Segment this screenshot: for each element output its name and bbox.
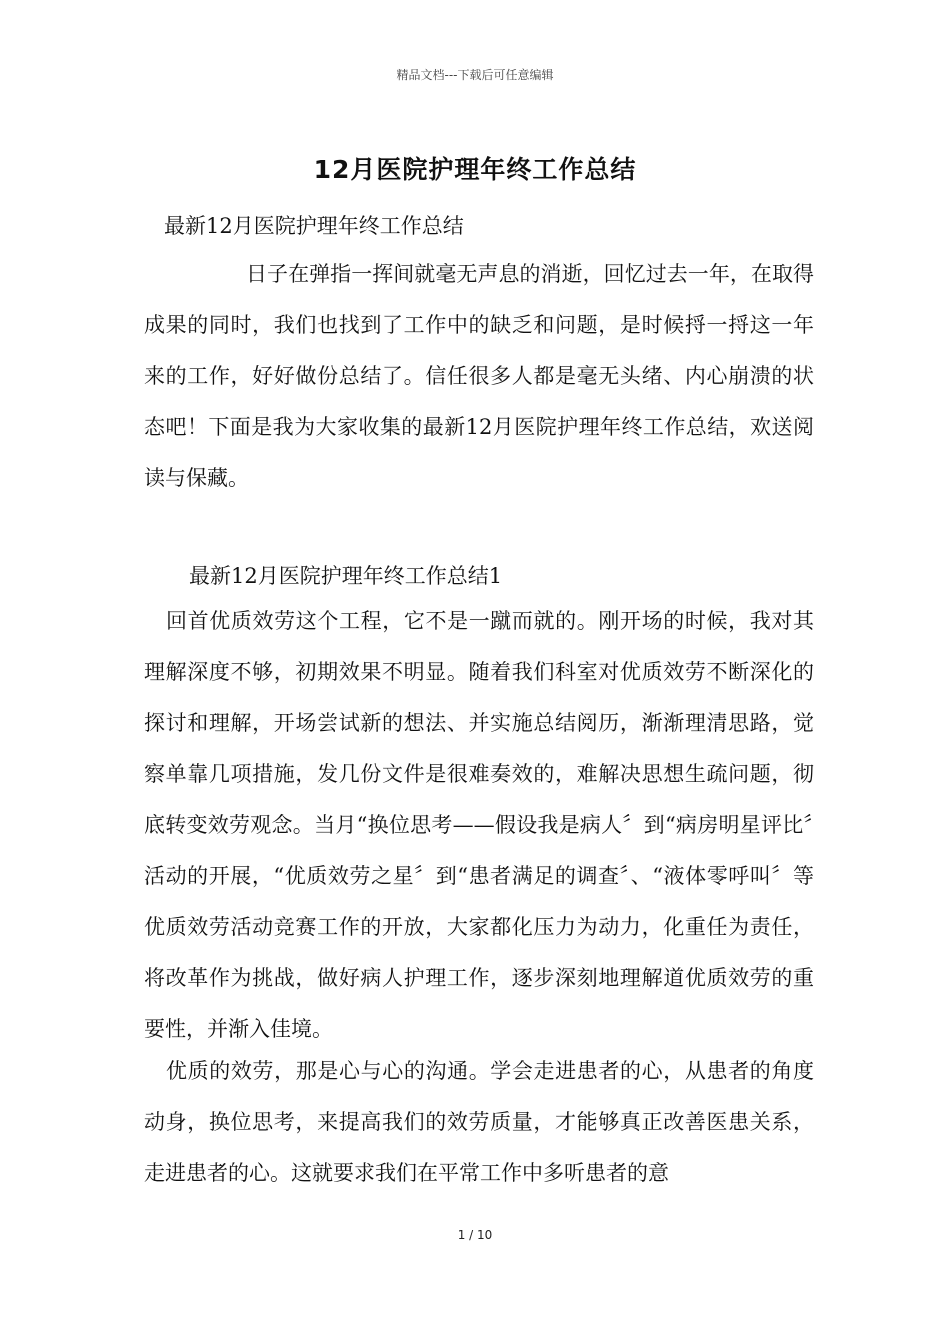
section-heading: 最新12月医院护理年终工作总结1 bbox=[189, 564, 503, 588]
section-paragraph-2: 优质的效劳，那是心与心的沟通。学会走进患者的心，从患者的角度动身，换位思考，来提高我们的效劳质量，才能够真正改善医患关系，走进患者的心。这就要求我们在平常工作中多听患者的意 bbox=[144, 1059, 814, 1185]
section-block-2 bbox=[144, 1046, 814, 1199]
intro-paragraph: 日子在弹指一挥间就毫无声息的消逝，回忆过去一年，在取得成果的同时，我们也找到了工作中的缺乏和问题，是时候捋一捋这一年来的工作，好好做份总结了。信任很多人都是毫无头绪、内心崩溃的状态吧！下面是我为大家收集的最新12月医院护理年终工作总结，欢送阅读与保藏。 bbox=[144, 262, 814, 490]
intro-block bbox=[144, 249, 814, 504]
section-paragraph-1: 回首优质效劳这个工程，它不是一蹴而就的。刚开场的时候，我对其理解深度不够，初期效果不明显。随着我们科室对优质效劳不断深化的探讨和理解，开场尝试新的想法、并实施总结阅历，渐渐理清思路，觉察单靠几项措施，发几份文件是很难奏效的，难解决思想生疏问题，彻底转变效劳观念。当月“换位思考——假设我是病人〞到“病房明星评比〞活动的开展，“优质效劳之星〞到“患者满足的调查〞、“液体零呼叫〞等优质效劳活动竞赛工作的开放，大家都化压力为动力，化重任为责任，将改革作为挑战，做好病人护理工作，逐步深刻地理解道优质效劳的重要性，并渐入佳境。 bbox=[144, 609, 814, 1041]
document-title: 12月医院护理年终工作总结 bbox=[313, 155, 637, 184]
page-header: 精品文档---下载后可任意编辑 bbox=[396, 68, 554, 82]
section-block-1 bbox=[144, 596, 814, 1055]
document-subtitle: 最新12月医院护理年终工作总结 bbox=[164, 214, 464, 238]
page-number: 1 / 10 bbox=[457, 1228, 493, 1242]
